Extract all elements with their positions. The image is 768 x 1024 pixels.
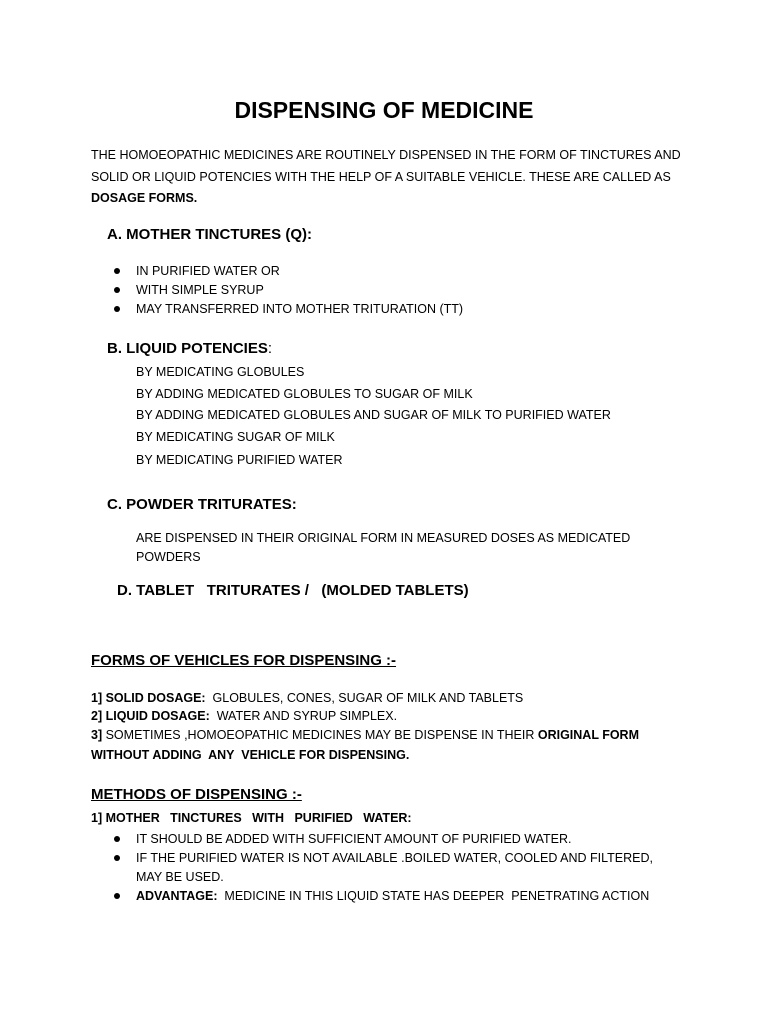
section-b-item: BY ADDING MEDICATED GLOBULES AND SUGAR OF MILK TO PURIFIED WATER <box>136 408 611 422</box>
intro-line-2: SOLID OR LIQUID POTENCIES WITH THE HELP OF A SUITABLE VEHICLE. THESE ARE CALLED AS <box>91 170 671 184</box>
section-b-item: BY ADDING MEDICATED GLOBULES TO SUGAR OF MILK <box>136 387 473 401</box>
bullet-dot-icon <box>114 855 120 861</box>
bullet-dot-icon <box>114 893 120 899</box>
bullet-dot-icon <box>114 836 120 842</box>
forms-item-3-text: SOMETIMES ,HOMOEOPATHIC MEDICINES MAY BE DISPENSE IN THEIR <box>102 728 538 742</box>
forms-item-3-label: 3] <box>91 728 103 742</box>
methods-bullet-2-line-1: IF THE PURIFIED WATER IS NOT AVAILABLE .BOILED WATER, COOLED AND FILTERED, <box>136 851 653 865</box>
section-a-item: MAY TRANSFERRED INTO MOTHER TRITURATION (TT) <box>136 302 464 316</box>
forms-item-3-emphasis: ORIGINAL FORM <box>537 728 639 742</box>
methods-bullet-1: IT SHOULD BE ADDED WITH SUFFICIENT AMOUNT OF PURIFIED WATER. <box>136 832 572 846</box>
section-a-heading: A. MOTHER TINCTURES (Q): <box>107 226 312 243</box>
section-b-item: BY MEDICATING PURIFIED WATER <box>136 453 343 467</box>
methods-heading: METHODS OF DISPENSING :- <box>91 786 302 803</box>
bullet-dot-icon <box>114 287 120 293</box>
forms-item-1-label: 1] SOLID DOSAGE: <box>91 691 206 705</box>
forms-item-3-line-2: WITHOUT ADDING ANY VEHICLE FOR DISPENSING. <box>91 748 410 762</box>
forms-item-2 <box>91 709 397 723</box>
forms-heading: FORMS OF VEHICLES FOR DISPENSING :- <box>91 652 397 669</box>
methods-bullet-3 <box>136 889 649 903</box>
methods-bullet-2-line-2: MAY BE USED. <box>136 870 224 884</box>
section-a-item: WITH SIMPLE SYRUP <box>136 283 264 297</box>
section-c-line-2: POWDERS <box>136 550 201 564</box>
intro-line-3: DOSAGE FORMS. <box>91 191 198 205</box>
forms-item-2-text: WATER AND SYRUP SIMPLEX. <box>209 709 398 723</box>
forms-item-2-label: 2] LIQUID DOSAGE: <box>91 709 210 723</box>
intro-line-1: THE HOMOEOPATHIC MEDICINES ARE ROUTINELY DISPENSED IN THE FORM OF TINCTURES AND <box>91 148 681 162</box>
forms-item-1 <box>91 691 523 705</box>
section-c-line-1: ARE DISPENSED IN THEIR ORIGINAL FORM IN MEASURED DOSES AS MEDICATED <box>136 531 631 545</box>
section-b-item: BY MEDICATING GLOBULES <box>136 365 305 379</box>
section-c-heading: C. POWDER TRITURATES: <box>107 496 297 513</box>
section-a-item: IN PURIFIED WATER OR <box>136 264 280 278</box>
methods-bullet-3-text: MEDICINE IN THIS LIQUID STATE HAS DEEPER PENETRATING ACTION <box>217 889 650 903</box>
section-b-item: BY MEDICATING SUGAR OF MILK <box>136 430 335 444</box>
forms-item-1-text: GLOBULES, CONES, SUGAR OF MILK AND TABLETS <box>205 691 524 705</box>
methods-subheading-1: 1] MOTHER TINCTURES WITH PURIFIED WATER: <box>91 811 412 825</box>
section-b-colon: : <box>267 340 273 357</box>
methods-bullet-3-label: ADVANTAGE: <box>136 889 218 903</box>
section-b-heading-row <box>107 340 272 358</box>
section-b-heading: B. LIQUID POTENCIES <box>107 340 268 357</box>
section-d-heading: D. TABLET TRITURATES / (MOLDED TABLETS) <box>117 582 469 599</box>
bullet-dot-icon <box>114 306 120 312</box>
bullet-dot-icon <box>114 268 120 274</box>
forms-item-3 <box>91 728 639 742</box>
page-title: DISPENSING OF MEDICINE <box>234 97 534 123</box>
